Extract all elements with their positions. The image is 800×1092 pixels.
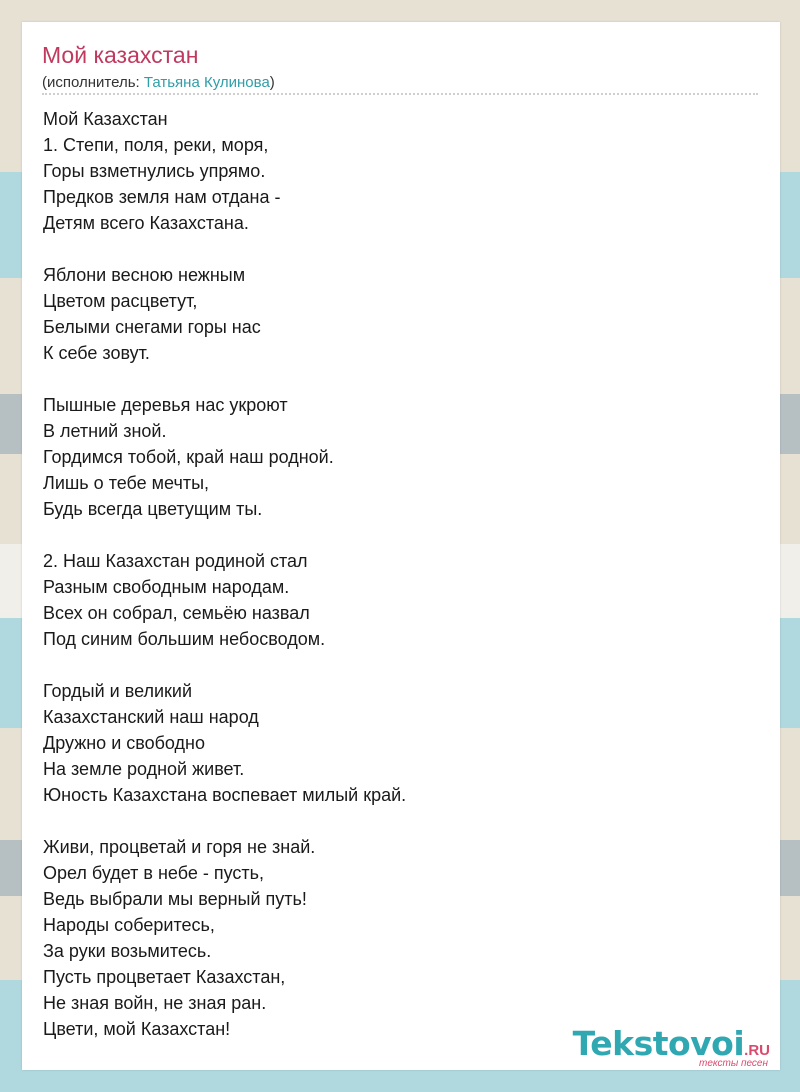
lyric-line: Всех он собрал, семьёю назвал bbox=[43, 603, 310, 623]
lyric-line: Дружно и свободно bbox=[43, 733, 205, 753]
lyrics-card bbox=[22, 22, 780, 1070]
lyric-line: Пышные деревья нас укроют bbox=[43, 395, 288, 415]
lyric-line: На земле родной живет. bbox=[43, 759, 245, 779]
logo-tld: .RU bbox=[744, 1042, 770, 1059]
lyric-line: Разным свободным народам. bbox=[43, 577, 290, 597]
lyric-line: Ведь выбрали мы верный путь! bbox=[43, 889, 307, 909]
lyric-line: Не зная войн, не зная ран. bbox=[43, 993, 267, 1013]
dotted-divider bbox=[42, 93, 758, 95]
lyric-line: Народы соберитесь, bbox=[43, 915, 215, 935]
lyric-line: 1. Степи, поля, реки, моря, bbox=[43, 135, 269, 155]
performer-prefix: (исполнитель: bbox=[42, 74, 144, 91]
logo-name: Tekstovoi bbox=[572, 1024, 745, 1063]
lyric-line: Гордимся тобой, край наш родной. bbox=[43, 447, 334, 467]
lyric-line: Предков земля нам отдана - bbox=[43, 187, 281, 207]
site-logo[interactable] bbox=[572, 1024, 770, 1069]
lyric-line: Живи, процветай и горя не знай. bbox=[43, 837, 316, 857]
lyric-line: Орел будет в небе - пусть, bbox=[43, 863, 265, 883]
song-title: Мой казахстан bbox=[42, 42, 199, 68]
lyric-line: Яблони весною нежным bbox=[43, 265, 246, 285]
performer-line bbox=[42, 74, 275, 91]
stanza-gap bbox=[43, 366, 759, 392]
lyric-line: 2. Наш Казахстан родиной стал bbox=[43, 551, 308, 571]
lyrics-text bbox=[43, 106, 759, 1042]
logo-subtitle: тексты песен bbox=[699, 1058, 768, 1069]
lyric-line: Под синим большим небосводом. bbox=[43, 629, 326, 649]
lyric-line: Лишь о тебе мечты, bbox=[43, 473, 210, 493]
artist-link[interactable]: Татьяна Кулинова bbox=[143, 74, 270, 91]
lyric-line: Юность Казахстана воспевает милый край. bbox=[43, 785, 407, 805]
lyric-line: Мой Казахстан bbox=[43, 109, 168, 129]
lyric-line: Детям всего Казахстана. bbox=[43, 213, 249, 233]
lyric-line: Цвети, мой Казахстан! bbox=[43, 1019, 231, 1039]
stanza-gap bbox=[43, 522, 759, 548]
lyric-line: Будь всегда цветущим ты. bbox=[43, 499, 263, 519]
stanza-gap bbox=[43, 236, 759, 262]
stanza-gap bbox=[43, 808, 759, 834]
lyric-line: За руки возьмитесь. bbox=[43, 941, 212, 961]
lyric-line: В летний зной. bbox=[43, 421, 167, 441]
lyric-line: Пусть процветает Казахстан, bbox=[43, 967, 286, 987]
lyric-line: К себе зовут. bbox=[43, 343, 150, 363]
performer-suffix: ) bbox=[269, 74, 275, 91]
lyric-line: Казахстанский наш народ bbox=[43, 707, 259, 727]
lyric-line: Горы взметнулись упрямо. bbox=[43, 161, 266, 181]
stanza-gap bbox=[43, 652, 759, 678]
lyric-line: Гордый и великий bbox=[43, 681, 193, 701]
lyric-line: Цветом расцветут, bbox=[43, 291, 198, 311]
lyric-line: Белыми снегами горы нас bbox=[43, 317, 261, 337]
